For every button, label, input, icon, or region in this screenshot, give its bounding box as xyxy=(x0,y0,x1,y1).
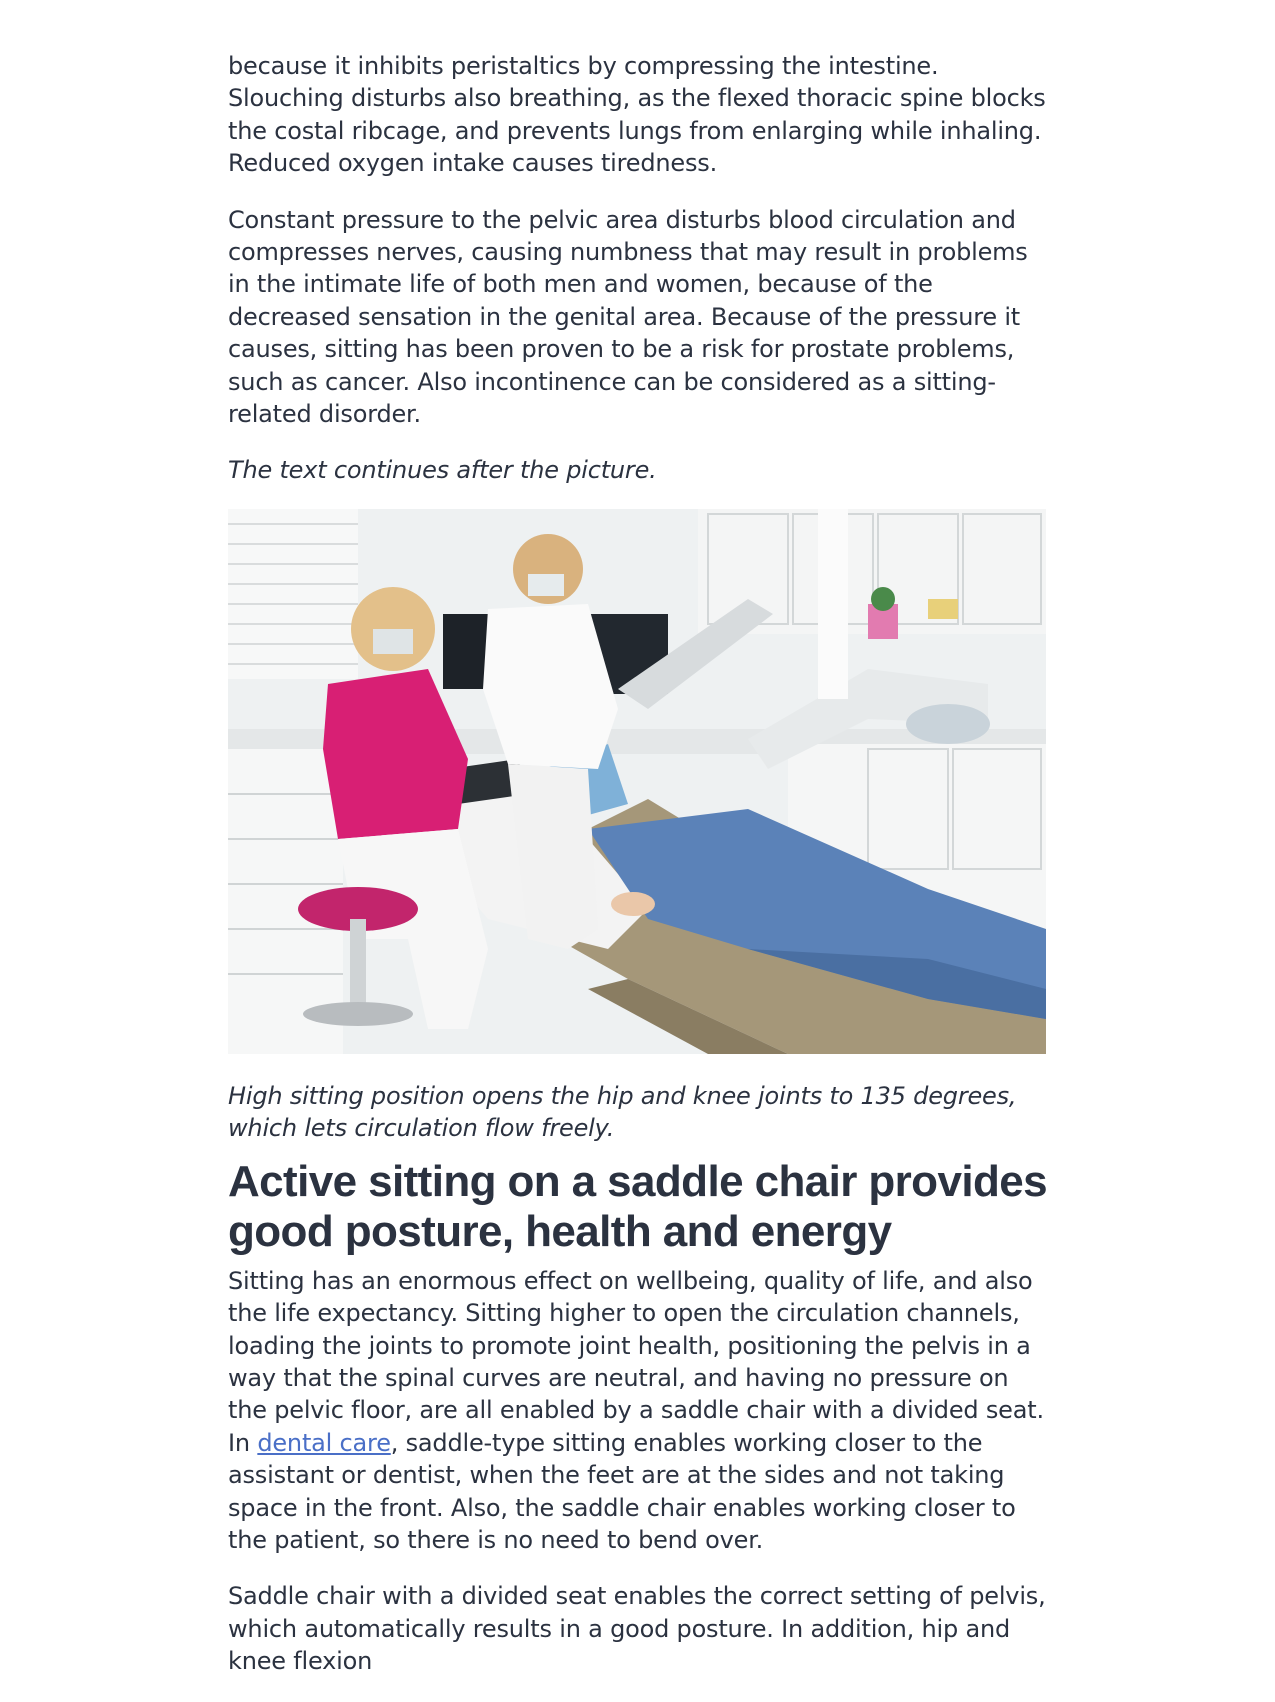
paragraph-pelvic-pressure: Constant pressure to the pelvic area disturbs blood circulation and compresses nerves, causing numbness that may result in problems in the intimate life of both men and women, because of the decreased sensation in the genital area. Because of the pressure it causes, sitting has been proven to be a risk for prostate problems, such as cancer. Also incontinence can be considered as a sitting-related disorder. xyxy=(228,205,1028,429)
dental-clinic-photo xyxy=(228,509,1046,1054)
continues-note: The text continues after the picture. xyxy=(228,456,657,485)
section-heading: Active sitting on a saddle chair provides good posture, health and energy xyxy=(228,1156,1047,1256)
paragraph-breathing: because it inhibits peristaltics by compressing the intestine. Slouching disturbs also breathing, as the flexed thoracic spine blocks the costal ribcage, and prevents lungs from enlarging while inhaling. Reduced oxygen intake causes tiredness. xyxy=(228,52,1046,178)
article-body xyxy=(228,50,1048,1702)
dental-care-link[interactable]: dental care xyxy=(257,1428,391,1457)
figure-caption: High sitting position opens the hip and knee joints to 135 degrees, which lets circulation flow freely. xyxy=(228,1081,1017,1143)
dental-clinic-illustration xyxy=(228,509,1046,1054)
paragraph-saddle-chair-text-1: Sitting has an enormous effect on wellbeing, quality of life, and also the life expectancy. Sitting higher to open the circulation channels, loading the joints to promote joint health, positioning the pelvis in a way that the spinal curves are neutral, and having no pressure on the pelvic floor, are all enabled by a saddle chair with a divided seat. In xyxy=(228,1266,1044,1457)
paragraph-pelvis-setting: Saddle chair with a divided seat enables the correct setting of pelvis, which automatically results in a good posture. In addition, hip and knee flexion xyxy=(228,1582,1046,1676)
paragraph-saddle-chair-text-2: , saddle-type sitting enables working closer to the assistant or dentist, when the feet are at the sides and not taking space in the front. Also, the saddle chair enables working closer to the patient, so there is no need to bend over. xyxy=(228,1428,1016,1554)
paragraph-saddle-chair xyxy=(228,1265,1048,1557)
